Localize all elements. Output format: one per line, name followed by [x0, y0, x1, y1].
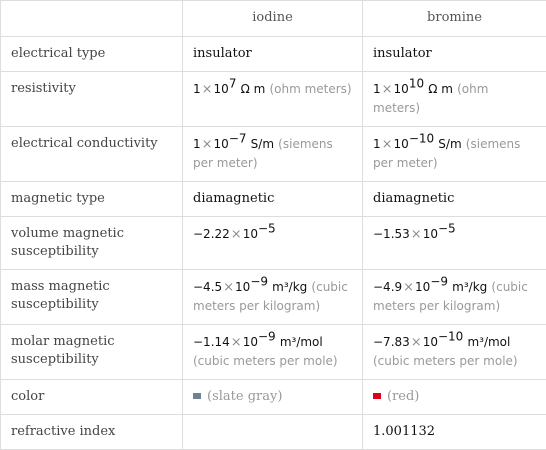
row-label: molar magnetic susceptibility	[1, 325, 183, 380]
row-label: resistivity	[1, 72, 183, 127]
iodine-magnetic-type: diamagnetic	[183, 182, 363, 217]
iodine-electrical-conductivity: $1\times 10^{-7}$ S/m (siemens per meter)	[183, 127, 363, 182]
row-electrical-type	[1, 37, 546, 72]
iodine-refractive-index	[183, 415, 363, 450]
row-label: color	[1, 380, 183, 415]
header-row	[1, 1, 546, 37]
row-label: volume magnetic susceptibility	[1, 217, 183, 270]
bromine-molar-magnetic-susceptibility: $-7.83\times 10^{-10}$ m³/mol (cubic meters per mole)	[363, 325, 546, 380]
header-iodine: iodine	[183, 1, 363, 37]
iodine-resistivity: $1\times 10^7$ Ω m (ohm meters)	[183, 72, 363, 127]
bromine-magnetic-type: diamagnetic	[363, 182, 546, 217]
row-resistivity	[1, 72, 546, 127]
row-magnetic-type	[1, 182, 546, 217]
bromine-mass-magnetic-susceptibility: $-4.9\times 10^{-9}$ m³/kg (cubic meters per kilogram)	[363, 270, 546, 325]
color-swatch-icon	[373, 393, 381, 399]
iodine-volume-magnetic-susceptibility: $-2.22\times 10^{-5}$	[183, 217, 363, 270]
row-mass-magnetic-susceptibility	[1, 270, 546, 325]
iodine-molar-magnetic-susceptibility: $-1.14\times 10^{-9}$ m³/mol (cubic meters per mole)	[183, 325, 363, 380]
bromine-electrical-type: insulator	[363, 37, 546, 72]
row-electrical-conductivity	[1, 127, 546, 182]
iodine-electrical-type: insulator	[183, 37, 363, 72]
iodine-color: (slate gray)	[183, 380, 363, 415]
row-volume-magnetic-susceptibility	[1, 217, 546, 270]
header-bromine: bromine	[363, 1, 546, 37]
color-swatch-icon	[193, 393, 201, 399]
row-refractive-index	[1, 415, 546, 450]
row-label: magnetic type	[1, 182, 183, 217]
header-empty	[1, 1, 183, 37]
bromine-volume-magnetic-susceptibility: $-1.53\times 10^{-5}$	[363, 217, 546, 270]
row-color	[1, 380, 546, 415]
iodine-mass-magnetic-susceptibility: $-4.5\times 10^{-9}$ m³/kg (cubic meters per kilogram)	[183, 270, 363, 325]
row-label: refractive index	[1, 415, 183, 450]
row-label: electrical type	[1, 37, 183, 72]
bromine-color: (red)	[363, 380, 546, 415]
row-molar-magnetic-susceptibility	[1, 325, 546, 380]
row-label: mass magnetic susceptibility	[1, 270, 183, 325]
bromine-electrical-conductivity: $1\times 10^{-10}$ S/m (siemens per meter)	[363, 127, 546, 182]
bromine-resistivity: $1\times 10^{10}$ Ω m (ohm meters)	[363, 72, 546, 127]
row-label: electrical conductivity	[1, 127, 183, 182]
bromine-refractive-index: 1.001132	[363, 415, 546, 450]
